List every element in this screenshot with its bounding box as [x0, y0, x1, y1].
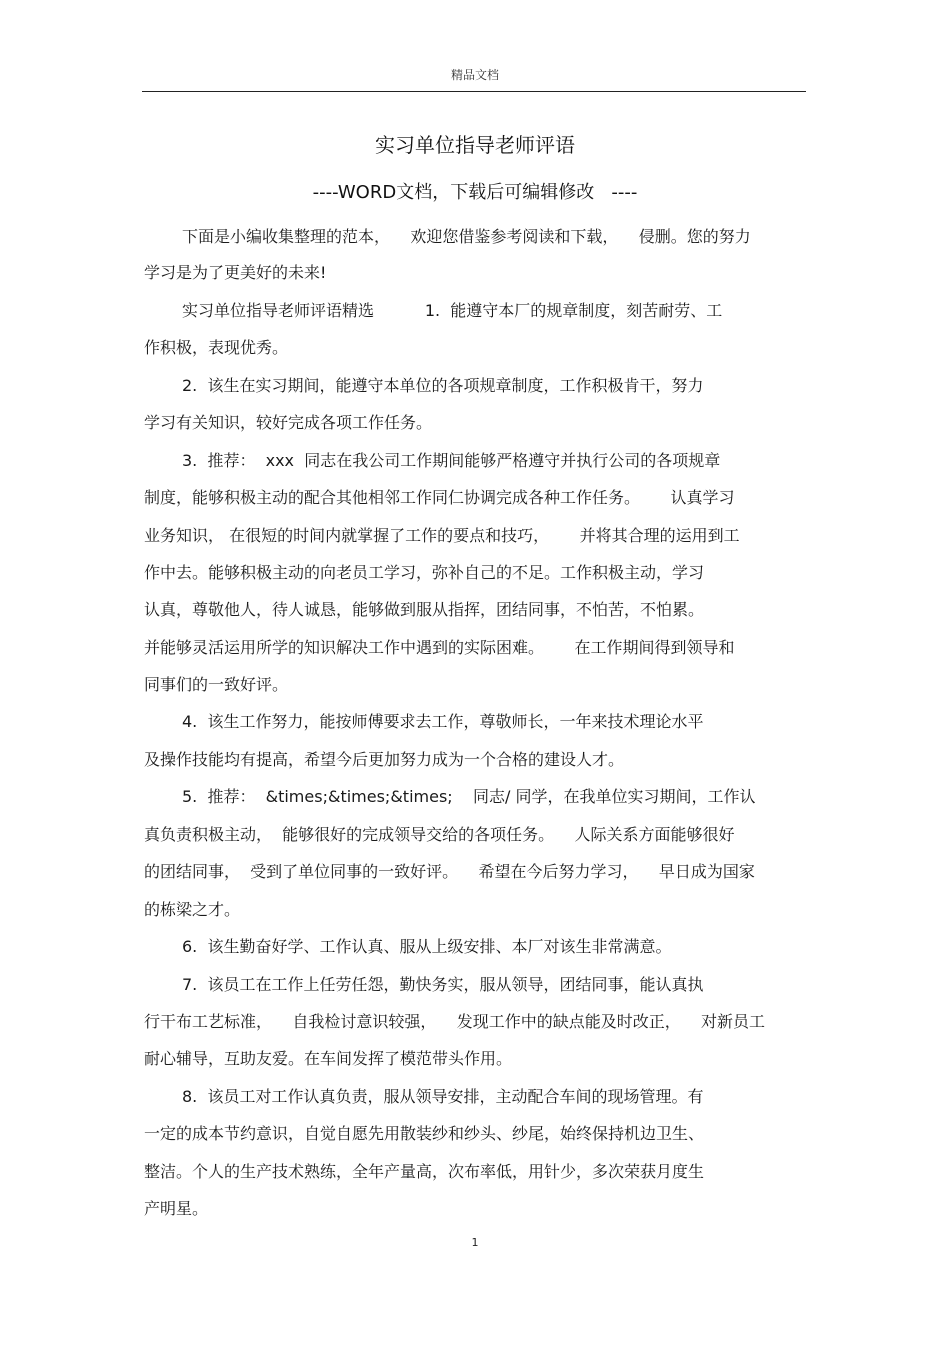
body-line: 4. 该生工作努力，能按师傅要求去工作，尊敬师长，一年来技术理论水平	[182, 712, 704, 731]
document-subtitle: ----WORD文档，下载后可编辑修改 ----	[312, 182, 638, 203]
body-line: 真负责积极主动， 能够很好的完成领导交给的各项任务。 人际关系方面能够很好	[144, 825, 735, 844]
body-line: 业务知识， 在很短的时间内就掌握了工作的要点和技巧， 并将其合理的运用到工	[144, 526, 740, 545]
body-line: 实习单位指导老师评语精选 1. 能遵守本厂的规章制度，刻苦耐劳、工	[182, 301, 723, 320]
body-line: 整洁。个人的生产技术熟练，全年产量高，次布率低，用针少，多次荣获月度生	[144, 1162, 705, 1181]
body-line: 同事们的一致好评。	[144, 675, 289, 694]
body-line: 8. 该员工对工作认真负责，服从领导安排，主动配合车间的现场管理。有	[182, 1087, 704, 1106]
body-line: 下面是小编收集整理的范本， 欢迎您借鉴参考阅读和下载， 侵删。您的努力	[182, 227, 751, 246]
header-divider	[142, 91, 806, 92]
body-line: 制度，能够积极主动的配合其他相邻工作同仁协调完成各种工作任务。 认真学习	[144, 488, 735, 507]
body-line: 6. 该生勤奋好学、工作认真、服从上级安排、本厂对该生非常满意。	[182, 937, 672, 956]
body-line: 及操作技能均有提高，希望今后更加努力成为一个合格的建设人才。	[144, 750, 625, 769]
body-line: 产明星。	[144, 1199, 209, 1218]
page-number: 1	[471, 1236, 479, 1249]
body-line: 学习是为了更美好的未来!	[144, 263, 327, 282]
header-text: 精品文档	[450, 68, 499, 82]
body-line: 作积极，表现优秀。	[144, 338, 289, 357]
body-line: 2. 该生在实习期间，能遵守本单位的各项规章制度，工作积极肯干，努力	[182, 376, 704, 395]
body-line: 耐心辅导，互助友爱。在车间发挥了模范带头作用。	[144, 1049, 513, 1068]
body-line: 3. 推荐： xxx 同志在我公司工作期间能够严格遵守并执行公司的各项规章	[182, 451, 721, 470]
body-line: 并能够灵活运用所学的知识解决工作中遇到的实际困难。 在工作期间得到领导和	[144, 638, 735, 657]
body-line: 作中去。能够积极主动的向老员工学习，弥补自己的不足。工作积极主动，学习	[144, 563, 705, 582]
body-line: 的栋梁之才。	[144, 900, 241, 919]
body-line: 学习有关知识，较好完成各项工作任务。	[144, 413, 433, 432]
body-line: 一定的成本节约意识，自觉自愿先用散装纱和纱头、纱尾，始终保持机边卫生、	[144, 1124, 705, 1143]
document-title: 实习单位指导老师评语	[375, 133, 575, 157]
body-line: 的团结同事， 受到了单位同事的一致好评。 希望在今后努力学习， 早日成为国家	[144, 862, 755, 881]
body-line: 行干布工艺标准， 自我检讨意识较强， 发现工作中的缺点能及时改正， 对新员工	[144, 1012, 766, 1031]
body-line: 5. 推荐： &times;&times;&times; 同志/ 同学，在我单位实习期间，工作认	[182, 787, 756, 806]
body-line: 7. 该员工在工作上任劳任怨，勤快务实，服从领导，团结同事，能认真执	[182, 975, 704, 994]
body-line: 认真，尊敬他人，待人诚恳，能够做到服从指挥，团结同事，不怕苦，不怕累。	[144, 600, 705, 619]
